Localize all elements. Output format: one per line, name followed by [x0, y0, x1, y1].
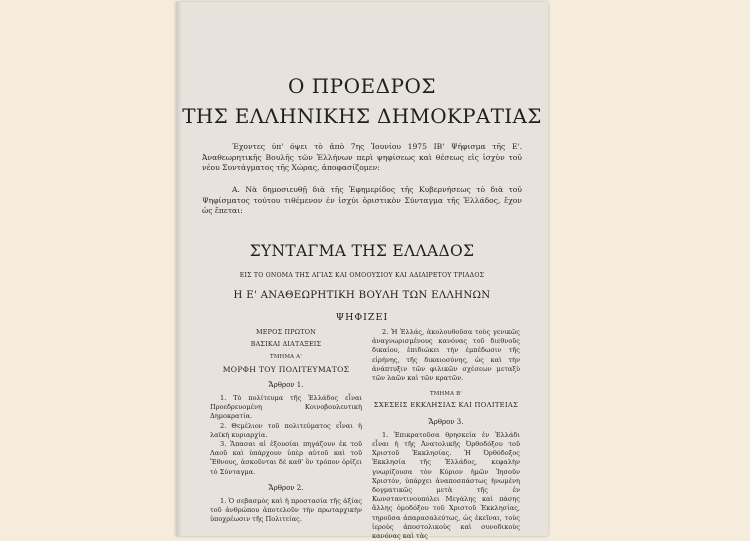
right-column — [372, 328, 520, 541]
article-3-paragraph-1: 1. Ἐπικρατοῦσα θρησκεία ἐν Ἑλλάδι εἶναι ἡ τῆς Ἀνατολικῆς Ὀρθοδόξου τοῦ Χριστοῦ Ἐκκλησίας. Ἡ Ὀρθόδοξος Ἐκκλησία τῆς Ἑλλάδος, κεφαλὴν γνωρίζουσα τὸν Κύριον ἡμῶν Ἰησοῦν Χριστόν, ὑπάρχει ἀναποσπάστως ἡνωμένη δογματικῶς μετὰ τῆς ἐν Κωνσταντινουπόλει Μεγάλης καὶ πάσης ἄλλης ὁμοδόξου τοῦ Χριστοῦ Ἐκκλησίας, τηροῦσα ἀπαρασαλεύτως, ὡς ἐκεῖναι, τοὺς ἱεροὺς ἀποστολικοὺς καὶ συνοδικοὺς κανόνας καὶ τὰς — [372, 430, 520, 541]
assembly-line: Η Ε' ΑΝΑΘΕΩΡΗΤΙΚΗ ΒΟΥΛΗ ΤΩΝ ΕΛΛΗΝΩΝ — [233, 290, 491, 301]
article-2-paragraph-1: 1. Ὁ σεβασμὸς καὶ ἡ προστασία τῆς ἀξίας τοῦ ἀνθρώπου ἀποτελοῦν τὴν πρωταρχικὴν ὑποχρέωσιν τῆς Πολιτείας. — [210, 497, 362, 524]
article-1-paragraph-1: 1. Τὸ πολίτευμα τῆς Ἑλλάδος εἶναι Προεδρευομένη Κοινοβουλευτικὴ Δημοκρατία. — [210, 394, 362, 421]
section-b-label: ΤΜΗΜΑ Β' — [430, 391, 462, 398]
article-1-heading: Ἄρθρον 1. — [268, 380, 304, 389]
section-label: ΤΜΗΜΑ Α' — [270, 354, 302, 361]
part-title: ΒΑΣΙΚΑΙ ΔΙΑΤΑΞΕΙΣ — [250, 340, 322, 349]
title-line-1: Ο ΠΡΟΕΔΡΟΣ — [287, 74, 437, 98]
article-1-paragraph-2: 2. Θεμέλιον τοῦ πολιτεύματος εἶναι ἡ λαϊκὴ κυριαρχία. — [210, 421, 362, 439]
decision-paragraph: Α. Νὰ δημοσιευθῇ διὰ τῆς Ἐφημερίδος τῆς Κυβερνήσεως τὸ διὰ τοῦ Ψηφίσματος τούτου τιθέμενον ἐν ἰσχύι ὁριστικὸν Σύνταγμα τῆς Ἑλλάδος, ἔχον ὡς ἕπεται: — [202, 185, 522, 215]
title-line-2: ΤΗΣ ΕΛΛΗΝΙΚΗΣ ΔΗΜΟΚΡΑΤΙΑΣ — [182, 104, 542, 128]
article-2-paragraph-2: 2. Ἡ Ἑλλάς, ἀκολουθοῦσα τοὺς γενικῶς ἀναγνωρισμένους κανόνας τοῦ διεθνοῦς δικαίου, ἐπιδιώκει τὴν ἐμπέδωσιν τῆς εἰρήνης, τῆς δικαιοσύνης, ὡς καὶ τὴν ἀνάπτυξιν τῶν φιλικῶν σχέσεων μεταξὺ τῶν λαῶν καὶ τῶν κρατῶν. — [372, 328, 520, 383]
article-3-heading: Ἄρθρον 3. — [428, 417, 464, 426]
article-1-paragraph-3: 3. Ἅπασαι αἱ ἐξουσίαι πηγάζουν ἐκ τοῦ Λαοῦ καὶ ὑπάρχουν ὑπὲρ αὐτοῦ καὶ τοῦ Ἔθνους, ἀσκοῦνται δὲ καθ' ὃν τρόπον ὁρίζει τὸ Σύνταγμα. — [210, 440, 362, 476]
constitution-title: ΣΥΝΤΑΓΜΑ ΤΗΣ ΕΛΛΑΔΟΣ — [249, 242, 475, 260]
left-column — [210, 328, 362, 525]
votes-line: ΨΗΦΙΖΕΙ — [335, 312, 389, 323]
part-label: ΜΕΡΟΣ ΠΡΩΤΟΝ — [256, 328, 316, 336]
article-2-heading: Ἄρθρον 2. — [268, 483, 304, 492]
section-title: ΜΟΡΦΗ ΤΟΥ ΠΟΛΙΤΕΥΜΑΤΟΣ — [222, 364, 350, 374]
document-page — [176, 2, 548, 541]
section-b-title: ΣΧΕΣΕΙΣ ΕΚΚΛΗΣΙΑΣ ΚΑΙ ΠΟΛΙΤΕΙΑΣ — [373, 401, 519, 410]
intro-paragraph: Έχοντες ύπ' όψει τὸ ἀπὸ 7ης Ἰουνίου 1975 ΙΒ' Ψήφισμα τῆς Ε'. Ἀναθεωρητικῆς Βουλῆς τῶν Ἑλλήνων περὶ ψηφίσεως καὶ θέσεως εἰς ἰσχὺν τοῦ νέου Συντάγματος τῆς Χώρας, ἀποφασίζομεν: — [202, 142, 522, 172]
invocation-line: ΕΙΣ ΤΟ ΟΝΟΜΑ ΤΗΣ ΑΓΙΑΣ ΚΑΙ ΟΜΟΟΥΣΙΟΥ ΚΑΙ ΑΔΙΑΙΡΕΤΟΥ ΤΡΙΑΔΟΣ — [239, 272, 485, 279]
